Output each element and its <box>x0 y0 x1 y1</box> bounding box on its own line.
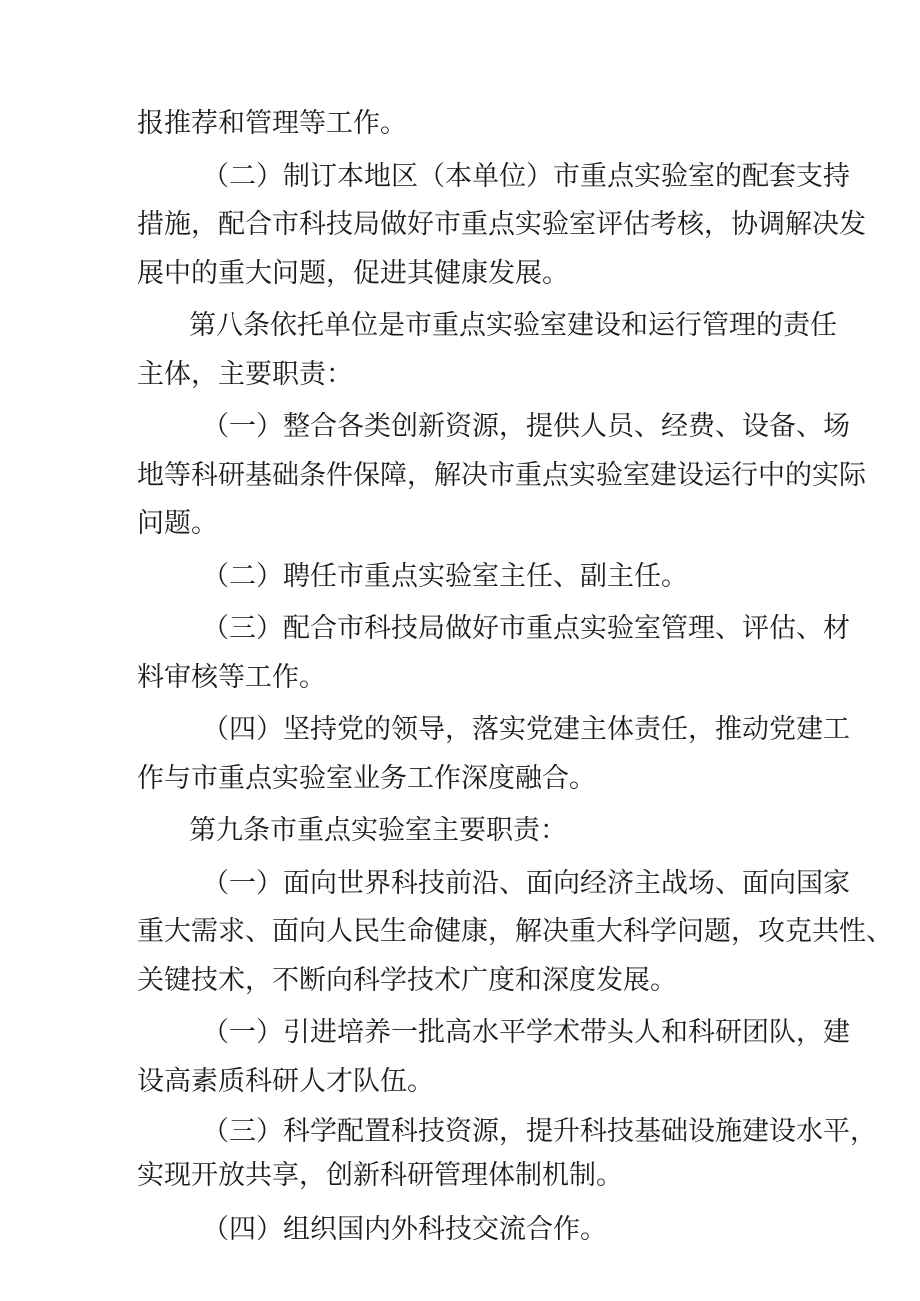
paragraph-article8-item4 <box>137 706 850 803</box>
paragraph-article9-heading <box>137 807 791 856</box>
paragraph-continuation <box>137 100 791 149</box>
text-line: （三）科学配置科技资源，提升科技基础设施建设水平， <box>202 1116 877 1147</box>
paragraph-article9-item3 <box>137 1110 877 1198</box>
paragraph-article9-item2 <box>137 1009 850 1106</box>
text-line: 设高素质科研人才队伍。 <box>137 1065 434 1097</box>
paragraph-article8-item3 <box>137 605 850 702</box>
text-line: 实现开放共享，创新科研管理体制机制。 <box>137 1160 623 1191</box>
text-line: （二）聘任市重点实验室主任、副主任。 <box>202 560 688 592</box>
paragraph-article9-item1 <box>137 860 893 1006</box>
paragraph-article9-item4 <box>137 1206 791 1255</box>
paragraph-article8-item1 <box>137 403 866 549</box>
text-line: 关键技术，不断向科学技术广度和深度发展。 <box>137 964 677 996</box>
text-line: （一）面向世界科技前沿、面向经济主战场、面向国家 <box>202 867 850 899</box>
text-line: 地等科研基础条件保障，解决市重点实验室建设运行中的实际 <box>137 459 866 491</box>
paragraph-article8-heading <box>137 302 837 399</box>
paragraph-article7-item2 <box>137 153 866 299</box>
text-line: 作与市重点实验室业务工作深度融合。 <box>137 762 596 794</box>
text-line: 重大需求、面向人民生命健康，解决重大科学问题，攻克共性、 <box>137 916 893 947</box>
text-line: （四）组织国内外科技交流合作。 <box>202 1214 607 1245</box>
paragraph-article8-item2 <box>137 553 791 602</box>
text-line: 措施，配合市科技局做好市重点实验室评估考核，协调解决发 <box>137 209 866 240</box>
text-line: （四）坚持党的领导，落实党建主体责任，推动党建工 <box>202 714 850 745</box>
text-line: 主体，主要职责： <box>137 358 353 390</box>
text-line: 问题。 <box>137 508 218 539</box>
text-line: 报推荐和管理等工作。 <box>137 108 407 139</box>
text-line: （二）制订本地区（本单位）市重点实验室的配套支持 <box>202 160 850 192</box>
text-line: 料审核等工作。 <box>137 661 326 693</box>
text-line: （一）引进培养一批高水平学术带头人和科研团队，建 <box>202 1017 850 1048</box>
text-line: 展中的重大问题，促进其健康发展。 <box>137 257 569 289</box>
text-line: （三）配合市科技局做好市重点实验室管理、评估、材 <box>202 613 850 644</box>
text-line: 第八条依托单位是市重点实验室建设和运行管理的责任 <box>189 310 837 341</box>
document-body <box>137 100 893 1255</box>
text-line: （一）整合各类创新资源，提供人员、经费、设备、场 <box>202 411 850 442</box>
text-line: 第九条市重点实验室主要职责： <box>189 815 567 846</box>
